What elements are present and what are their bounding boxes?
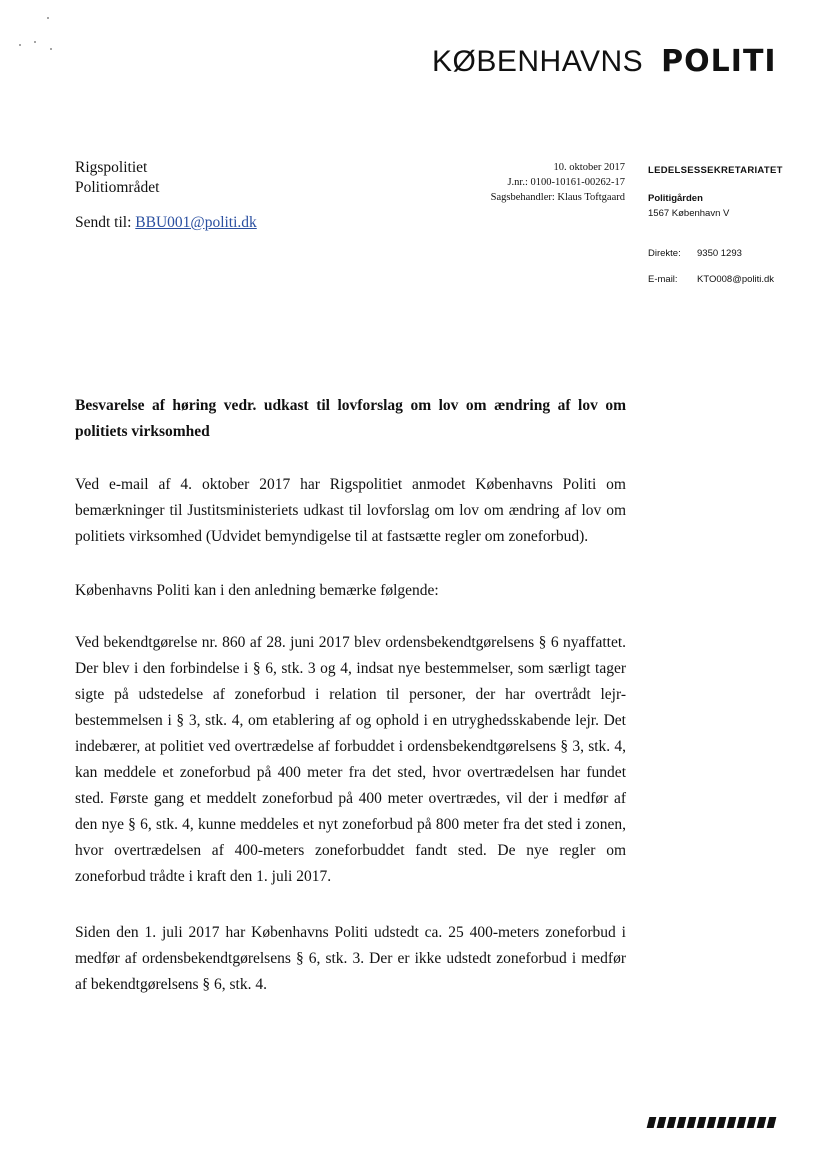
letter-meta <box>491 160 625 205</box>
body-paragraph: Siden den 1. juli 2017 har Københavns Politi udstedt ca. 25 400-meters zoneforbud i medfør af ordensbekendtgørelsens § 6, stk. 3. Der er ikke udstedt zoneforbud i medfør af bekendtgørelsens § 6, stk. 4. <box>75 924 626 993</box>
direct-phone-label: Direkte: <box>648 248 681 259</box>
logo-city-text: KØBENHAVNS <box>432 45 644 78</box>
email-label: E-mail: <box>648 274 678 285</box>
sent-to-line <box>75 214 257 232</box>
letter-subject: Besvarelse af høring vedr. udkast til lovforslag om lov om ændring af lov om politiets virksomhed <box>75 397 626 440</box>
department-name: LEDELSESSEKRETARIATET <box>648 165 783 176</box>
sent-to-label: Sendt til: <box>75 214 132 231</box>
stripe-row-thin <box>648 1103 780 1113</box>
direct-phone-value: 9350 1293 <box>697 248 742 259</box>
recipient-block <box>75 158 159 198</box>
kobenhavns-politi-logo <box>432 44 777 84</box>
email-row <box>648 272 783 287</box>
recipient-line-2: Politiområdet <box>75 179 160 196</box>
body-paragraph: Ved bekendtgørelse nr. 860 af 28. juni 2017 blev ordensbekendtgørelsens § 6 nyaffattet. Der blev i den forbindelse i § 6, stk. 3 og 4, indsat nye bestemmelser, som særligt tager sigte på udstedelse af zoneforbud i relation til personer, der har overtrådt lejr-bestemmelsen i § 3, stk. 4, om etablering af og ophold i en utryghedsskabende lejr. Det indebærer, at politiet ved overtrædelse af forbuddet i ordensbekendtgørelsens § 3, stk. 4, kan meddele et zoneforbud på 400 meter fra det sted, hvor overtrædelsen har fundet sted. Første gang et meddelt zoneforbud på 400 meter overtrædes, vil der i medfør af den nye § 6, stk. 4, kunne meddeles et nyt zoneforbud på 800 meter fra det sted i zonen, hvor overtrædelsen af 400-meters zoneforbuddet fandt sted. De nye regler om zoneforbud trådte i kraft den 1. juli 2017. <box>75 634 626 885</box>
letter-date: 10. oktober 2017 <box>553 162 625 173</box>
direct-phone-row <box>648 246 783 261</box>
body-paragraph: Københavns Politi kan i den anledning bemærke følgende: <box>75 582 439 599</box>
address-line-1: Politigården <box>648 193 703 204</box>
stripe-row-thick <box>648 1117 780 1128</box>
body-paragraph: Ved e-mail af 4. oktober 2017 har Rigspolitiet anmodet Københavns Politi om bemærkninger til Justitsministeriets udkast til lovforslag om lov om ændring af lov om politiets virksomhed (Udvidet bemyndigelse til at fastsætte regler om zoneforbud). <box>75 476 626 545</box>
address-line-2: 1567 København V <box>648 208 730 219</box>
case-handler: Sagsbehandler: Klaus Toftgaard <box>490 192 625 203</box>
email-value: KTO008@politi.dk <box>697 274 775 285</box>
police-stripe-pattern <box>648 1103 780 1128</box>
recipient-line-1: Rigspolitiet <box>75 159 148 176</box>
journal-number: J.nr.: 0100-10161-00262-17 <box>507 177 625 188</box>
sender-column <box>648 163 783 287</box>
logo-brand-text: POLITI <box>661 44 777 79</box>
sent-to-email-link[interactable]: BBU001@politi.dk <box>135 214 257 231</box>
